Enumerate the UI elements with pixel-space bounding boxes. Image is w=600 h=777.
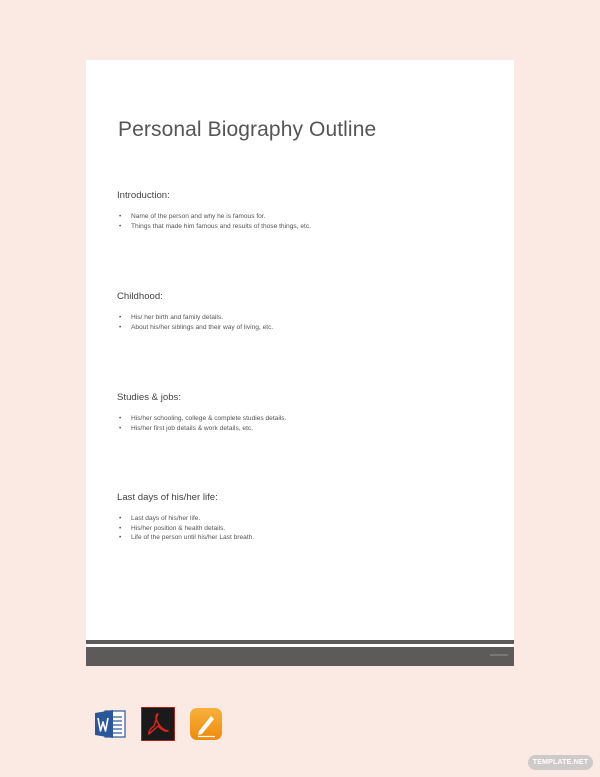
format-icons xyxy=(93,707,223,741)
bullet-list xyxy=(117,414,497,433)
brand-badge[interactable]: TEMPLATE.NET xyxy=(528,755,593,770)
word-icon[interactable] xyxy=(93,707,127,741)
section-heading: Childhood: xyxy=(117,291,163,302)
pages-icon[interactable] xyxy=(189,707,223,741)
bullet-list xyxy=(117,313,497,332)
list-item: • His/her schooling, college & complete studies details. xyxy=(117,414,497,424)
list-item: • His/her first job details & work details, etc. xyxy=(117,424,497,434)
footer-divider xyxy=(86,640,514,644)
section-introduction xyxy=(117,190,497,231)
pdf-icon[interactable] xyxy=(141,707,175,741)
list-item: • Life of the person until his/her Last breath. xyxy=(117,533,497,543)
bullet-list xyxy=(117,514,497,543)
section-studies-jobs xyxy=(117,392,497,433)
list-item: • Things that made him famous and results of those things, etc. xyxy=(117,222,497,232)
section-last-days xyxy=(117,492,497,543)
section-childhood xyxy=(117,291,497,332)
list-item: • About his/her siblings and their way of living, etc. xyxy=(117,323,497,333)
footer-mark xyxy=(490,654,508,656)
bullet-list xyxy=(117,212,497,231)
page-title: Personal Biography Outline xyxy=(118,118,377,141)
section-heading: Last days of his/her life: xyxy=(117,492,218,503)
section-heading: Studies & jobs: xyxy=(117,392,181,403)
footer-bar xyxy=(86,647,514,666)
section-heading: Introduction: xyxy=(117,190,170,201)
document-page xyxy=(86,60,514,666)
list-item: • His/her position & health details. xyxy=(117,524,497,534)
list-item: • Name of the person and why he is famous for. xyxy=(117,212,497,222)
list-item: • Last days of his/her life. xyxy=(117,514,497,524)
list-item: • His/ her birth and family details. xyxy=(117,313,497,323)
